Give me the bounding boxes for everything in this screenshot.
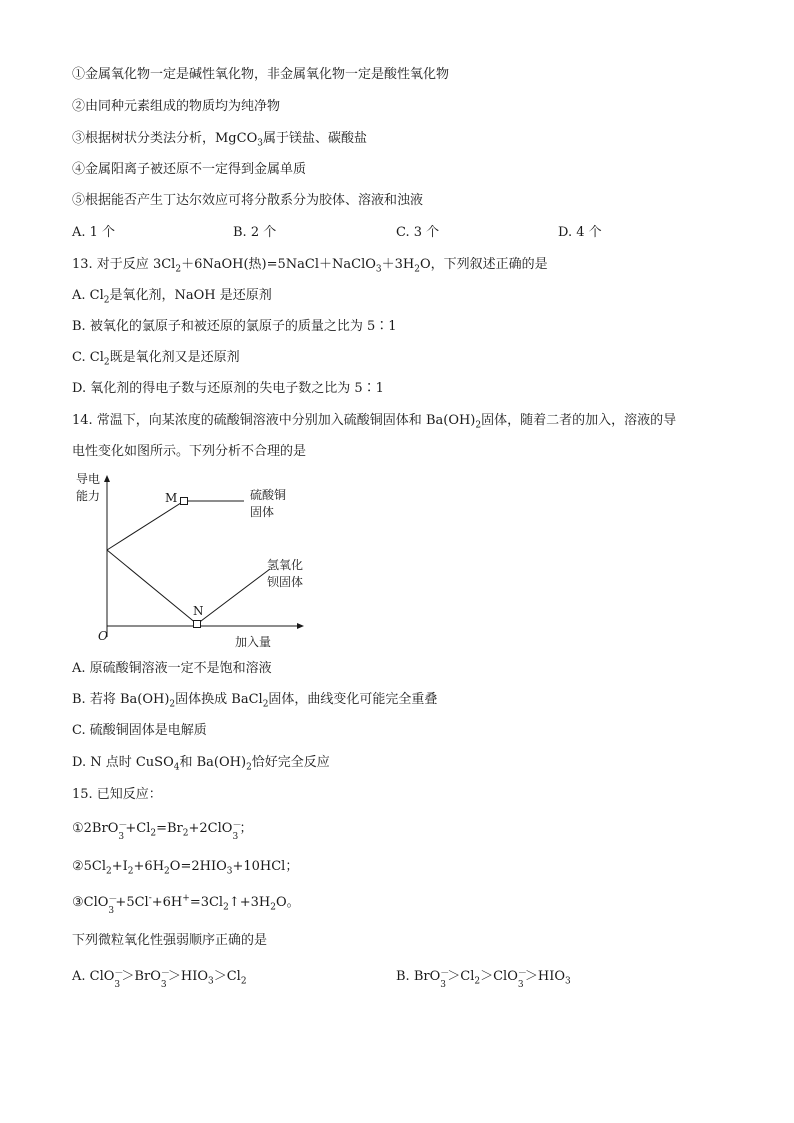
q13-a-text-a: A. Cl bbox=[72, 288, 104, 303]
r1-e: ； bbox=[239, 821, 253, 836]
statement-3-text-b: 属于镁盐、碳酸盐 bbox=[262, 131, 367, 146]
subscript: 3 bbox=[232, 831, 239, 842]
q14-stem-line-1 bbox=[72, 412, 676, 430]
point-m-label: M bbox=[165, 491, 178, 505]
superscript: － bbox=[118, 820, 128, 831]
subscript: 3 bbox=[565, 976, 571, 987]
ion-charge bbox=[108, 894, 118, 916]
statement-4: ④金属阳离子被还原不一定得到金属单质 bbox=[72, 162, 307, 177]
ion-charge bbox=[232, 820, 242, 842]
q12-option-d[interactable]: D. 4 个 bbox=[558, 225, 602, 240]
ion-charge bbox=[114, 968, 124, 990]
q15-a-text-b: ＞BrO bbox=[121, 969, 161, 984]
statement-3 bbox=[72, 130, 367, 148]
q14-stem1-b: 固体，随着二者的加入，溶液的导 bbox=[481, 413, 677, 428]
q14-option-d[interactable] bbox=[72, 754, 330, 772]
superscript: － bbox=[160, 968, 170, 979]
q12-option-b[interactable]: B. 2 个 bbox=[233, 225, 277, 240]
subscript: 2 bbox=[127, 866, 134, 877]
subscript: 3 bbox=[208, 976, 214, 987]
q15-reaction-3 bbox=[72, 893, 300, 916]
curve-barium-hydroxide bbox=[107, 550, 270, 624]
superscript: + bbox=[182, 893, 190, 904]
curve-copper-sulfate bbox=[107, 501, 244, 550]
statement-3-text-a: ③根据树状分类法分析，MgCO bbox=[72, 131, 258, 146]
origin-label: O bbox=[98, 629, 108, 643]
point-n-label: N bbox=[193, 604, 204, 618]
subscript: 3 bbox=[160, 979, 167, 990]
superscript: － bbox=[108, 894, 118, 905]
q15-a-text-d: ＞Cl bbox=[213, 969, 241, 984]
r1-a: ①2BrO bbox=[72, 821, 119, 836]
subscript: 2 bbox=[475, 420, 482, 431]
r3-e: ↑+3H bbox=[228, 895, 271, 910]
q15-b-text-d: ＞HIO bbox=[524, 969, 565, 984]
subscript: 2 bbox=[164, 866, 170, 877]
r1-b: +Cl bbox=[125, 821, 151, 836]
subscript: 3 bbox=[108, 905, 115, 916]
superscript: － bbox=[232, 820, 242, 831]
y-axis-label-1: 导电 bbox=[76, 472, 101, 486]
statement-5: ⑤根据能否产生丁达尔效应可将分散系分为胶体、溶液和浊液 bbox=[72, 193, 424, 208]
q12-option-c[interactable]: C. 3 个 bbox=[396, 225, 440, 240]
q13-option-d[interactable]: D. 氧化剂的得电子数与还原剂的失电子数之比为 5∶1 bbox=[72, 381, 384, 396]
q15-reaction-2 bbox=[72, 858, 298, 876]
q15-option-a[interactable] bbox=[72, 968, 247, 990]
superscript: － bbox=[440, 968, 450, 979]
superscript: － bbox=[114, 968, 124, 979]
r1-c: =Br bbox=[156, 821, 183, 836]
subscript: 3 bbox=[375, 264, 382, 275]
subscript: 2 bbox=[262, 699, 269, 710]
q13-option-b[interactable]: B. 被氧化的氯原子和被还原的氯原子的质量之比为 5∶1 bbox=[72, 319, 397, 334]
subscript: 3 bbox=[114, 979, 121, 990]
r3-a: ③ClO bbox=[72, 895, 109, 910]
q13-option-a[interactable] bbox=[72, 287, 272, 305]
x-axis-arrow bbox=[297, 623, 304, 629]
subscript: 3 bbox=[118, 831, 125, 842]
superscript: － bbox=[517, 968, 527, 979]
q14-d-text-a: D. N 点时 CuSO bbox=[72, 755, 174, 770]
subscript: 2 bbox=[106, 866, 112, 877]
q13-c-text-b: 既是氧化剂又是还原剂 bbox=[109, 350, 240, 365]
q13-stem-b: ＋6NaOH(热)=5NaCl＋NaClO bbox=[181, 257, 376, 272]
q15-option-b[interactable] bbox=[396, 968, 571, 990]
r2-d: O=2HIO bbox=[169, 859, 227, 874]
q15-reaction-1 bbox=[72, 820, 253, 842]
q13-stem-d: O，下列叙述正确的是 bbox=[419, 257, 548, 272]
subscript: 2 bbox=[182, 828, 189, 839]
q14-b-text-b: 固体换成 BaCl bbox=[175, 692, 263, 707]
y-axis-arrow bbox=[104, 475, 110, 482]
subscript: 3 bbox=[226, 866, 233, 877]
r2-a: ②5Cl bbox=[72, 859, 107, 874]
r2-e: +10HCl； bbox=[232, 859, 299, 874]
q15-a-text-a: A. ClO bbox=[72, 969, 115, 984]
q14-stem1-a: 14. 常温下，向某浓度的硫酸铜溶液中分别加入硫酸铜固体和 Ba(OH) bbox=[72, 413, 476, 428]
subscript: 2 bbox=[175, 264, 182, 275]
q15-b-text-b: ＞Cl bbox=[447, 969, 475, 984]
subscript: 2 bbox=[150, 828, 157, 839]
r1-d: +2ClO bbox=[188, 821, 233, 836]
subscript: 2 bbox=[474, 976, 481, 987]
subscript: 2 bbox=[270, 902, 276, 913]
point-m-marker bbox=[181, 498, 188, 505]
curve-2-label-2: 钡固体 bbox=[267, 575, 304, 589]
q13-stem-c: ＋3H bbox=[381, 257, 415, 272]
conductivity-graph bbox=[72, 470, 332, 650]
subscript: 2 bbox=[223, 902, 229, 913]
q13-a-text-b: 是氧化剂，NaOH 是还原剂 bbox=[109, 288, 272, 303]
curve-1-label-2: 固体 bbox=[250, 505, 275, 519]
subscript: 3 bbox=[440, 979, 446, 990]
subscript: 2 bbox=[246, 762, 252, 773]
subscript: 2 bbox=[169, 699, 176, 710]
q15-a-text-c: ＞HIO bbox=[167, 969, 208, 984]
q12-option-a[interactable]: A. 1 个 bbox=[72, 225, 116, 240]
q13-option-c[interactable] bbox=[72, 349, 240, 367]
q15-ask: 下列微粒氧化性强弱顺序正确的是 bbox=[72, 933, 268, 948]
subscript: 3 bbox=[517, 979, 524, 990]
curve-1-label-1: 硫酸铜 bbox=[250, 488, 287, 502]
r3-d: =3Cl bbox=[189, 895, 224, 910]
ion-charge bbox=[118, 820, 128, 842]
subscript: 4 bbox=[173, 762, 180, 773]
r2-b: +I bbox=[111, 859, 128, 874]
subscript: 2 bbox=[103, 295, 110, 306]
q15-b-text-c: ＞ClO bbox=[480, 969, 518, 984]
x-axis-label: 加入量 bbox=[235, 635, 272, 649]
q14-option-c[interactable]: C. 硫酸铜固体是电解质 bbox=[72, 723, 207, 738]
q15-stem: 15. 已知反应： bbox=[72, 787, 162, 802]
ion-charge bbox=[440, 968, 450, 990]
q14-d-text-c: 恰好完全反应 bbox=[251, 755, 330, 770]
curve-2-label-1: 氢氧化 bbox=[267, 558, 304, 572]
ion-charge bbox=[517, 968, 527, 990]
q14-b-text-a: B. 若将 Ba(OH) bbox=[72, 692, 170, 707]
point-n-marker bbox=[194, 621, 201, 628]
subscript: 2 bbox=[240, 976, 247, 987]
q14-d-text-b: 和 Ba(OH) bbox=[179, 755, 247, 770]
subscript: 3 bbox=[257, 138, 263, 149]
r3-b: +5Cl bbox=[115, 895, 149, 910]
y-axis-label-2: 能力 bbox=[76, 489, 101, 503]
ion-charge bbox=[160, 968, 170, 990]
r3-c: +6H bbox=[151, 895, 183, 910]
q14-b-text-c: 固体，曲线变化可能完全重叠 bbox=[268, 692, 438, 707]
q13-c-text-a: C. Cl bbox=[72, 350, 104, 365]
q14-option-b[interactable] bbox=[72, 691, 437, 709]
q13-stem bbox=[72, 256, 548, 274]
q13-stem-a: 13. 对于反应 3Cl bbox=[72, 257, 176, 272]
r2-c: +6H bbox=[133, 859, 165, 874]
q15-b-text-a: B. BrO bbox=[396, 969, 441, 984]
subscript: 2 bbox=[414, 264, 420, 275]
r3-f: O。 bbox=[275, 895, 300, 910]
statement-2: ②由同种元素组成的物质均为纯净物 bbox=[72, 99, 281, 114]
superscript: - bbox=[148, 893, 152, 904]
subscript: 2 bbox=[103, 357, 110, 368]
statement-1: ①金属氧化物一定是碱性氧化物，非金属氧化物一定是酸性氧化物 bbox=[72, 67, 450, 82]
q14-option-a[interactable]: A. 原硫酸铜溶液一定不是饱和溶液 bbox=[72, 661, 272, 676]
q14-stem-line-2: 电性变化如图所示。下列分析不合理的是 bbox=[72, 444, 307, 459]
